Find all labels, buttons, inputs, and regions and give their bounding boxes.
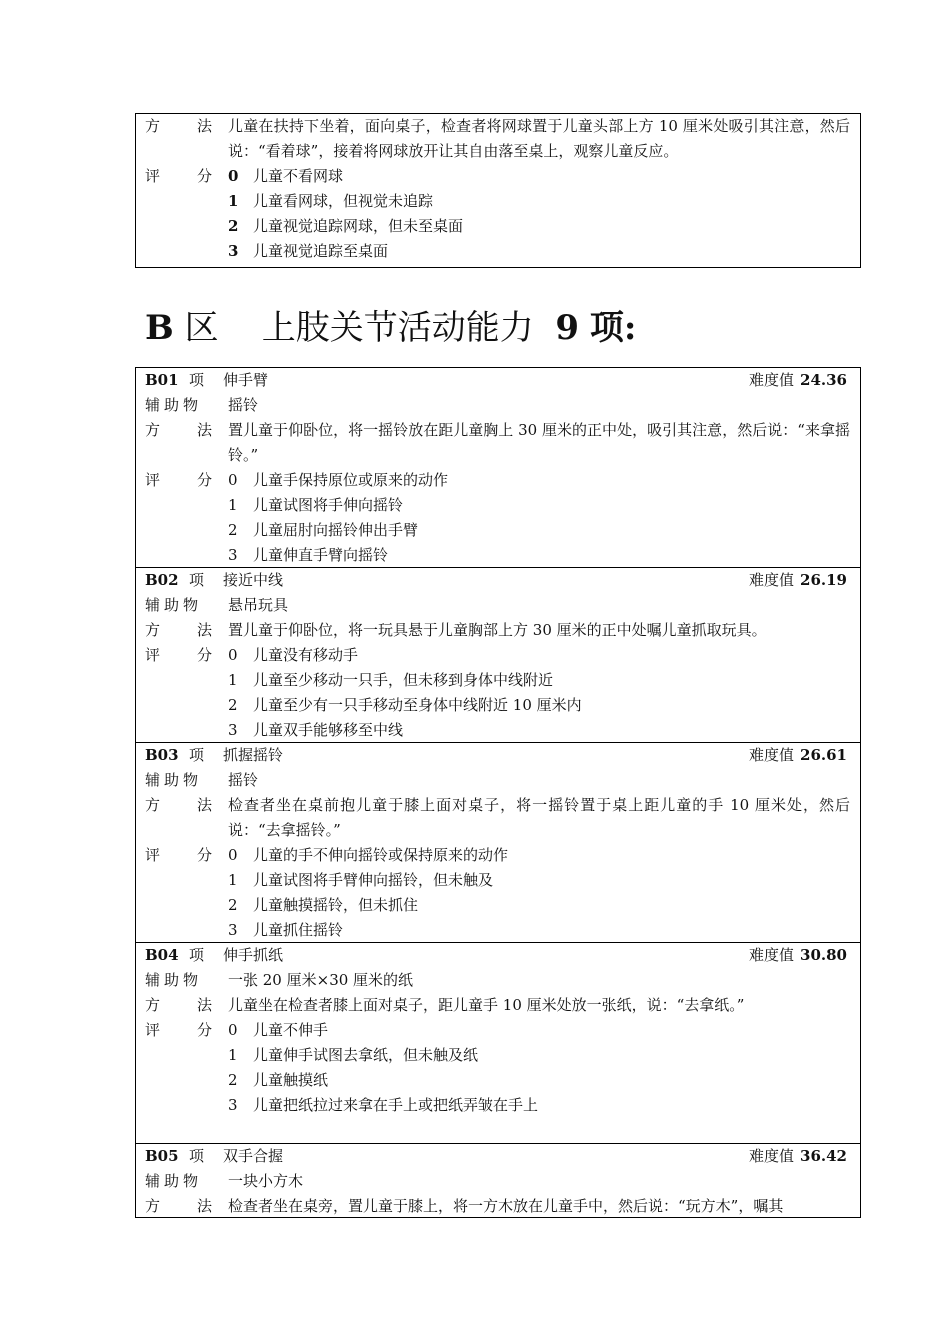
item-code: B04: [145, 946, 179, 964]
score-number: 0: [228, 646, 238, 664]
method-row: [136, 114, 860, 164]
score-text: 儿童触摸摇铃，但未抓住: [253, 896, 419, 914]
aid-row: [136, 1169, 860, 1194]
item-xiang: 项: [189, 946, 205, 964]
method-text: 置儿童于仰卧位，将一摇铃放在距儿童胸上 30 厘米的正中处，吸引其注意，然后说：“来拿摇铃。”: [228, 421, 850, 464]
score-text: 儿童不伸手: [253, 1021, 329, 1039]
aid-row: [136, 393, 860, 418]
method-row: [136, 993, 860, 1018]
score-text: 儿童把纸拉过来拿在手上或把纸弄皱在手上: [253, 1096, 539, 1114]
item-code: B03: [145, 746, 179, 764]
difficulty: [749, 743, 847, 768]
aid-label: 辅助物: [145, 771, 203, 789]
section-count: 9: [555, 308, 580, 348]
score-text: 儿童触摸纸: [253, 1071, 329, 1089]
aid-text: 摇铃: [228, 396, 259, 414]
score-row: [136, 493, 860, 518]
item-header: [136, 743, 860, 768]
difficulty: [749, 1144, 847, 1169]
difficulty-value: 36.42: [800, 1147, 847, 1165]
score-label: 评 分: [145, 646, 224, 664]
difficulty-label: 难度值: [749, 746, 795, 764]
score-row: [136, 1093, 860, 1118]
item-b02: [136, 567, 860, 742]
score-text: 儿童伸手试图去拿纸，但未触及纸: [253, 1046, 479, 1064]
score-number: 0: [228, 471, 238, 489]
score-row: [136, 893, 860, 918]
score-number: 0: [228, 1021, 238, 1039]
method-text: 儿童在扶持下坐着，面向桌子，检查者将网球置于儿童头部上方 10 厘米处吸引其注意，然后说：“看着球”，接着将网球放开让其自由落至桌上，观察儿童反应。: [228, 117, 850, 160]
score-number: 3: [228, 546, 238, 564]
score-label: 评 分: [145, 1021, 224, 1039]
item-name: 接近中线: [223, 571, 284, 589]
score-number: 1: [228, 871, 238, 889]
score-row: [136, 868, 860, 893]
aid-row: [136, 768, 860, 793]
score-text: 儿童至少有一只手移动至身体中线附近 10 厘米内: [253, 696, 582, 714]
method-text: 儿童坐在检查者膝上面对桌子，距儿童手 10 厘米处放一张纸，说：“去拿纸。”: [228, 996, 745, 1014]
difficulty: [749, 943, 847, 968]
items-box: [135, 367, 861, 1218]
item-header: [136, 1144, 860, 1169]
section-letter: B: [145, 308, 174, 348]
score-number: 1: [228, 192, 239, 210]
aid-label: 辅助物: [145, 1172, 203, 1190]
score-number: 3: [228, 242, 239, 260]
item-b04: [136, 942, 860, 1143]
score-text: 儿童伸直手臂向摇铃: [253, 546, 389, 564]
aid-row: [136, 593, 860, 618]
score-row: [136, 1018, 860, 1043]
score-number: 3: [228, 921, 238, 939]
score-label: 评 分: [145, 167, 224, 185]
item-xiang: 项: [189, 371, 205, 389]
score-text: 儿童试图将手臂伸向摇铃，但未触及: [253, 871, 494, 889]
aid-label: 辅助物: [145, 396, 203, 414]
score-text: 儿童双手能够移至中线: [253, 721, 404, 739]
item-name: 伸手臂: [223, 371, 269, 389]
score-number: 2: [228, 896, 238, 914]
item-xiang: 项: [189, 1147, 205, 1165]
score-row: [136, 918, 860, 943]
item-code: B05: [145, 1147, 179, 1165]
score-number: 2: [228, 1071, 238, 1089]
score-text: 儿童看网球，但视觉未追踪: [253, 192, 434, 210]
section-suffix: 项:: [589, 308, 637, 348]
previous-item-box: [135, 113, 861, 268]
score-row: [136, 843, 860, 868]
item-code: B01: [145, 371, 179, 389]
difficulty: [749, 368, 847, 393]
score-text: 儿童屈肘向摇铃伸出手臂: [253, 521, 419, 539]
aid-row: [136, 968, 860, 993]
score-text: 儿童抓住摇铃: [253, 921, 344, 939]
difficulty-label: 难度值: [749, 571, 795, 589]
score-text: 儿童不看网球: [253, 167, 344, 185]
score-row: [136, 518, 860, 543]
item-header: [136, 568, 860, 593]
score-text: 儿童的手不伸向摇铃或保持原来的动作: [253, 846, 509, 864]
score-text: 儿童视觉追踪网球，但未至桌面: [253, 217, 464, 235]
aid-label: 辅助物: [145, 596, 203, 614]
score-label: 评 分: [145, 846, 224, 864]
difficulty-label: 难度值: [749, 371, 795, 389]
item-xiang: 项: [189, 746, 205, 764]
score-row: [136, 1068, 860, 1093]
method-row: [136, 618, 860, 643]
aid-text: 一块小方木: [228, 1172, 304, 1190]
score-row: [136, 189, 860, 214]
aid-label: 辅助物: [145, 971, 203, 989]
item-b01: [136, 368, 860, 567]
item-header: [136, 943, 860, 968]
score-number: 1: [228, 671, 238, 689]
score-row: [136, 214, 860, 239]
score-text: 儿童视觉追踪至桌面: [253, 242, 389, 260]
item-name: 双手合握: [223, 1147, 284, 1165]
section-heading: [145, 300, 636, 349]
aid-text: 悬吊玩具: [228, 596, 289, 614]
score-number: 2: [228, 521, 238, 539]
score-row: [136, 164, 860, 189]
method-row: [136, 793, 860, 843]
method-label: 方 法: [145, 621, 224, 639]
score-number: 3: [228, 1096, 238, 1114]
item-name: 抓握摇铃: [223, 746, 284, 764]
score-number: 2: [228, 217, 239, 235]
score-row: [136, 468, 860, 493]
score-row: [136, 693, 860, 718]
score-number: 2: [228, 696, 238, 714]
score-row: [136, 668, 860, 693]
score-row: [136, 1043, 860, 1068]
score-label: 评 分: [145, 471, 224, 489]
method-label: 方 法: [145, 1197, 224, 1215]
score-number: 0: [228, 846, 238, 864]
item-b03: [136, 742, 860, 942]
item-b05: [136, 1143, 860, 1219]
difficulty-value: 26.61: [800, 746, 847, 764]
section-qu: 区: [184, 308, 219, 348]
score-number: 0: [228, 167, 239, 185]
score-row: [136, 643, 860, 668]
difficulty: [749, 568, 847, 593]
score-text: 儿童手保持原位或原来的动作: [253, 471, 449, 489]
aid-text: 摇铃: [228, 771, 259, 789]
difficulty-value: 30.80: [800, 946, 847, 964]
score-text: 儿童至少移动一只手，但未移到身体中线附近: [253, 671, 554, 689]
method-row: [136, 418, 860, 468]
score-number: 1: [228, 1046, 238, 1064]
score-text: 儿童没有移动手: [253, 646, 359, 664]
difficulty-label: 难度值: [749, 946, 795, 964]
difficulty-value: 24.36: [800, 371, 847, 389]
score-text: 儿童试图将手伸向摇铃: [253, 496, 404, 514]
method-text: 检查者坐在桌前抱儿童于膝上面对桌子，将一摇铃置于桌上距儿童的手 10 厘米处，然后说：“去拿摇铃。”: [228, 796, 850, 839]
score-row: [136, 543, 860, 568]
score-row: [136, 239, 860, 264]
item-header: [136, 368, 860, 393]
difficulty-value: 26.19: [800, 571, 847, 589]
score-number: 3: [228, 721, 238, 739]
method-label: 方 法: [145, 421, 224, 439]
method-label: 方 法: [145, 996, 224, 1014]
method-text: 置儿童于仰卧位，将一玩具悬于儿童胸部上方 30 厘米的正中处嘱儿童抓取玩具。: [228, 621, 767, 639]
aid-text: 一张 20 厘米×30 厘米的纸: [228, 971, 414, 989]
method-text: 检查者坐在桌旁，置儿童于膝上，将一方木放在儿童手中，然后说：“玩方木”，嘱其: [228, 1197, 784, 1215]
score-row: [136, 718, 860, 743]
method-label: 方 法: [145, 117, 224, 135]
item-name: 伸手抓纸: [223, 946, 284, 964]
item-code: B02: [145, 571, 179, 589]
method-label: 方 法: [145, 796, 224, 814]
score-number: 1: [228, 496, 238, 514]
difficulty-label: 难度值: [749, 1147, 795, 1165]
method-row: [136, 1194, 860, 1219]
item-xiang: 项: [189, 571, 205, 589]
section-title: 上肢关节活动能力: [261, 308, 534, 348]
